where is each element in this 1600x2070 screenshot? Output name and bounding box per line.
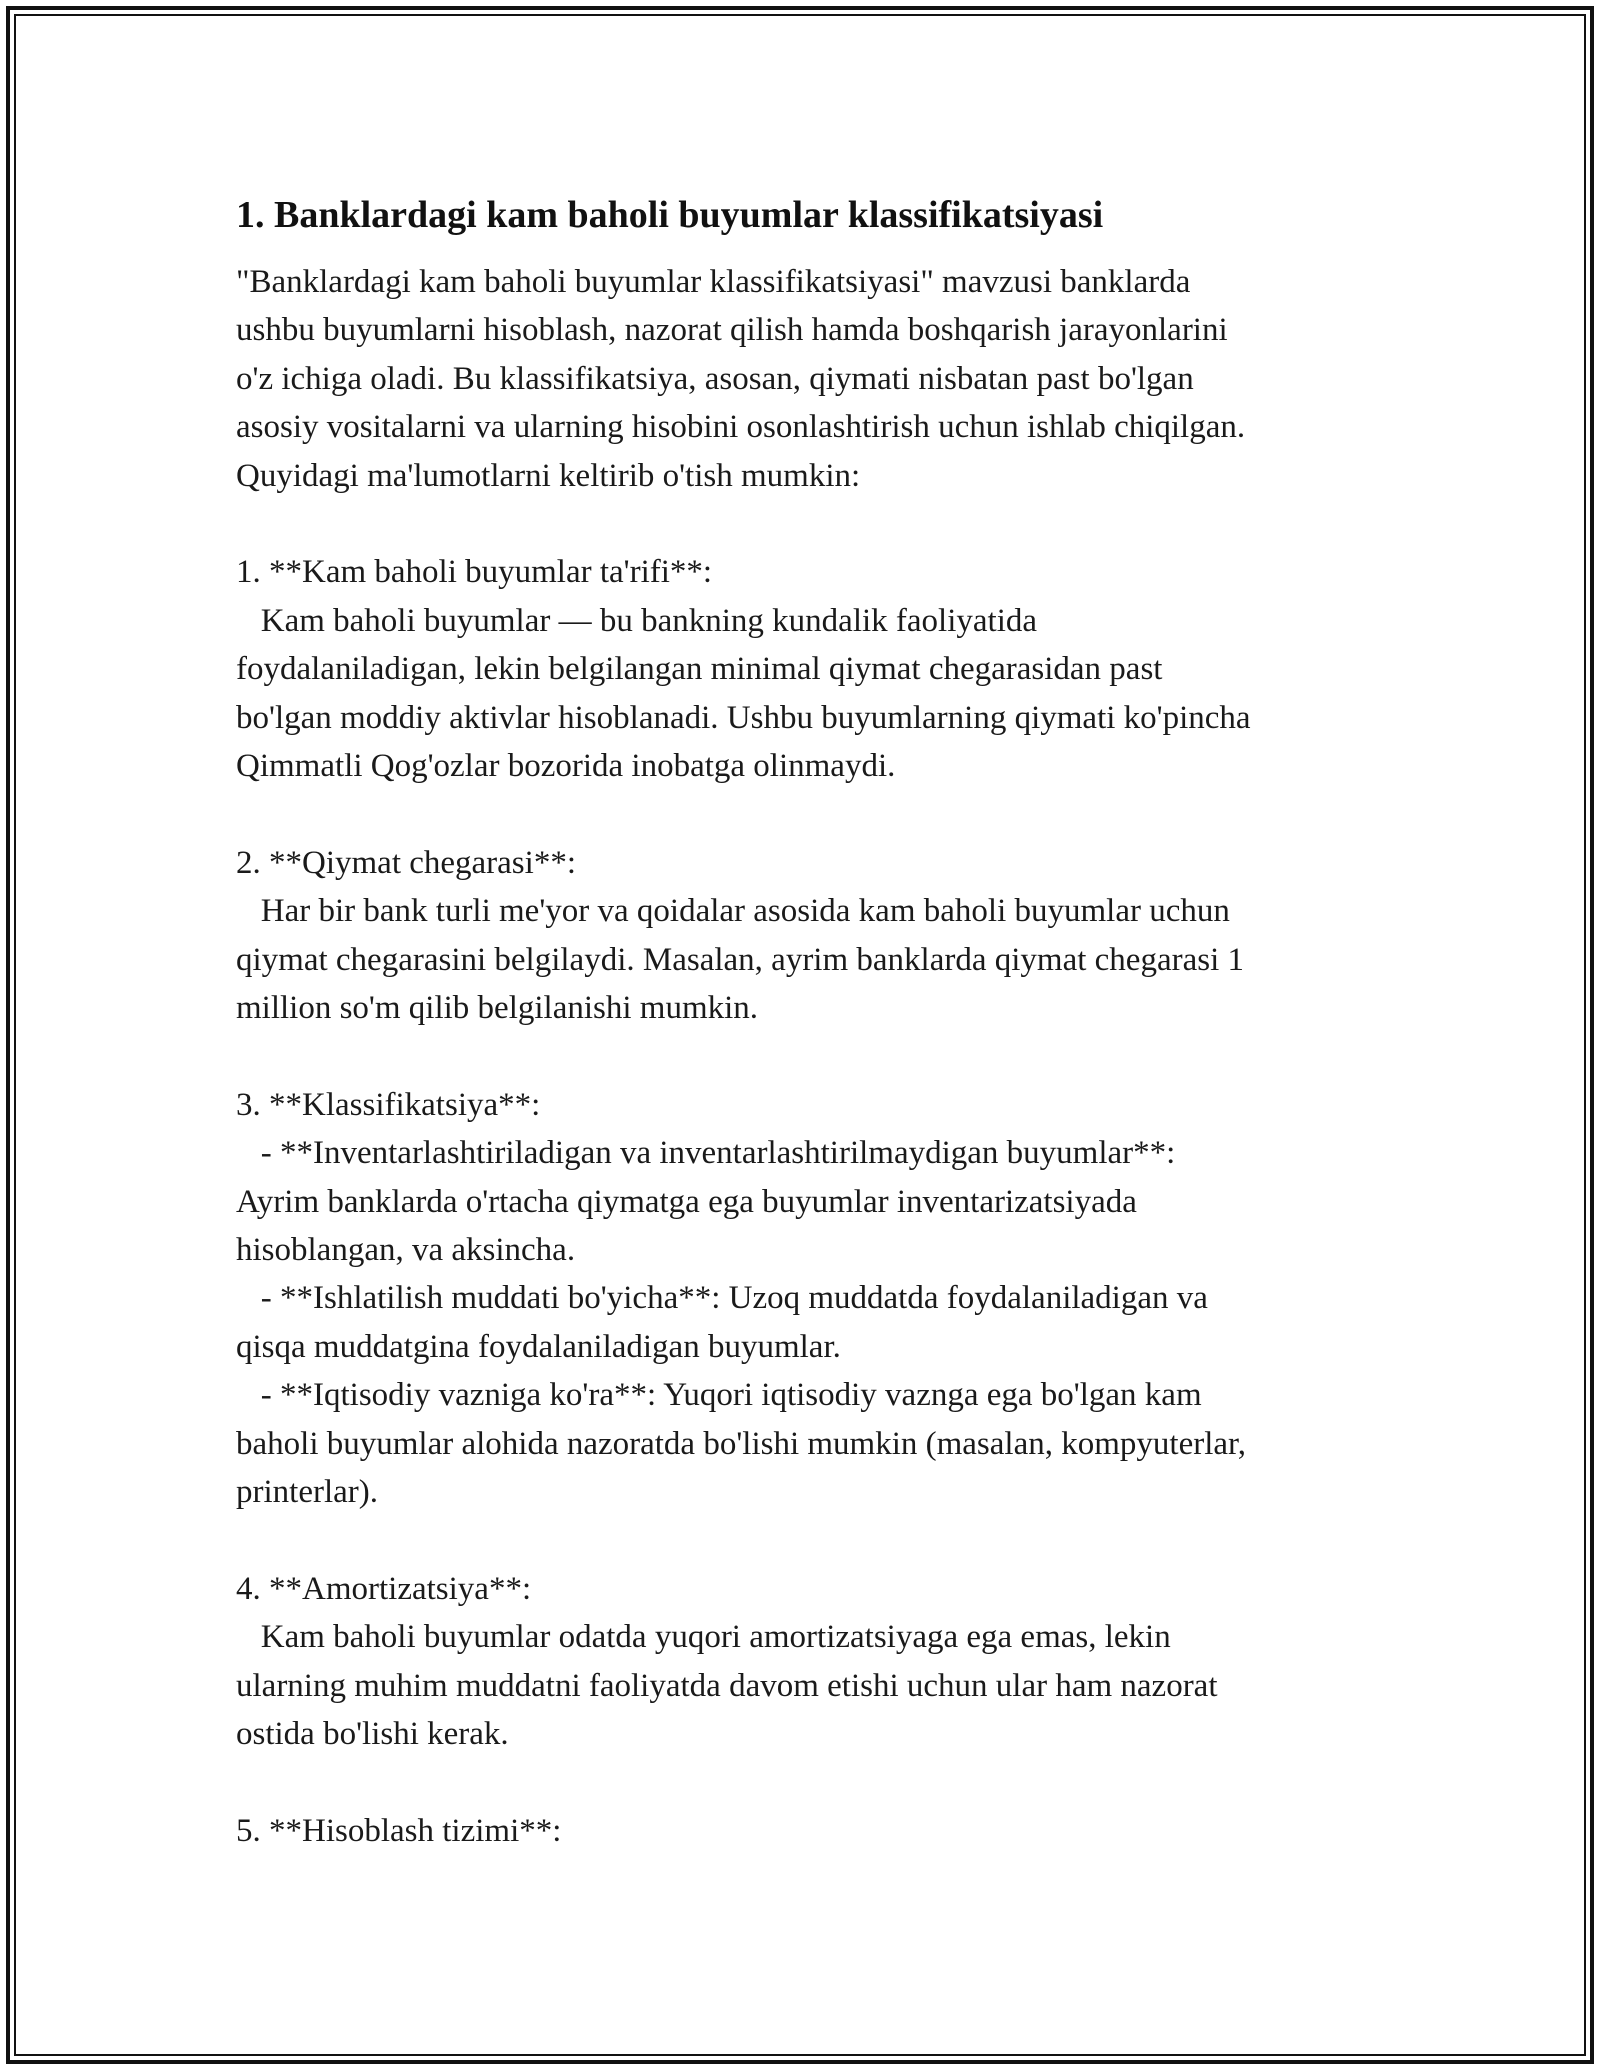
text-line: baholi buyumlar alohida nazoratda bo'lishi mumkin (masalan, kompyuterlar, (236, 1425, 1246, 1462)
paragraph-gap (236, 1517, 1386, 1565)
document-text (236, 258, 1386, 1855)
paragraph-gap (236, 500, 1386, 548)
paragraph-gap (236, 1032, 1386, 1080)
text-line: Quyidagi ma'lumotlarni keltirib o'tish mumkin: (236, 457, 861, 494)
paragraph-gap (236, 790, 1386, 838)
text-line: bo'lgan moddiy aktivlar hisoblanadi. Ushbu buyumlarning qiymati ko'pincha (236, 699, 1251, 736)
text-line: ushbu buyumlarni hisoblash, nazorat qilish hamda boshqarish jarayonlarini (236, 312, 1228, 349)
section-qiymat-chegarasi (236, 839, 1386, 1033)
text-line: 1. **Kam baholi buyumlar ta'rifi**: (236, 554, 713, 591)
text-line: qisqa muddatgina foydalaniladigan buyumlar. (236, 1328, 841, 1365)
paragraph-gap (236, 1759, 1386, 1807)
text-line: Kam baholi buyumlar odatda yuqori amortizatsiyaga ega emas, lekin (236, 1619, 1171, 1656)
text-line: asosiy vositalarni va ularning hisobini osonlashtirish uchun ishlab chiqilgan. (236, 409, 1246, 446)
text-line: ostida bo'lishi kerak. (236, 1716, 509, 1753)
text-line: Ayrim banklarda o'rtacha qiymatga ega buyumlar inventarizatsiyada (236, 1183, 1137, 1220)
text-line: - **Inventarlashtiriladigan va inventarlashtirilmaydigan buyumlar**: (236, 1135, 1176, 1172)
text-line: 3. **Klassifikatsiya**: (236, 1086, 541, 1123)
text-line: 5. **Hisoblash tizimi**: (236, 1812, 562, 1849)
text-line: Qimmatli Qog'ozlar bozorida inobatga olinmaydi. (236, 748, 896, 785)
document-title: 1. Banklardagi kam baholi buyumlar klassifikatsiyasi (236, 194, 1104, 236)
text-line: - **Iqtisodiy vazniga ko'ra**: Yuqori iqtisodiy vaznga ega bo'lgan kam (236, 1377, 1202, 1414)
text-line: ularning muhim muddatni faoliyatda davom etishi uchun ular ham nazorat (236, 1667, 1218, 1704)
section-amortizatsiya (236, 1565, 1386, 1759)
section-hisoblash-tizimi (236, 1807, 1386, 1855)
text-line: o'z ichiga oladi. Bu klassifikatsiya, asosan, qiymati nisbatan past bo'lgan (236, 360, 1194, 397)
text-line: 4. **Amortizatsiya**: (236, 1570, 532, 1607)
intro-paragraph (236, 258, 1386, 500)
section-klassifikatsiya (236, 1081, 1386, 1517)
text-line: "Banklardagi kam baholi buyumlar klassifikatsiyasi" mavzusi banklarda (236, 264, 1191, 300)
text-line: foydalaniladigan, lekin belgilangan minimal qiymat chegarasidan past (236, 651, 1163, 688)
text-line: printerlar). (236, 1474, 379, 1511)
text-line: qiymat chegarasini belgilaydi. Masalan, ayrim banklarda qiymat chegarasi 1 (236, 941, 1244, 978)
section-kam-baholi-tarifi (236, 548, 1386, 790)
text-line: million so'm qilib belgilanishi mumkin. (236, 990, 759, 1027)
text-line: - **Ishlatilish muddati bo'yicha**: Uzoq muddatda foydalaniladigan va (236, 1280, 1208, 1317)
text-line: 2. **Qiymat chegarasi**: (236, 844, 576, 881)
text-line: Har bir bank turli me'yor va qoidalar asosida kam baholi buyumlar uchun (236, 893, 1230, 930)
text-line: hisoblangan, va aksincha. (236, 1232, 576, 1269)
document-body (236, 188, 1386, 1855)
text-line: Kam baholi buyumlar — bu bankning kundalik faoliyatida (236, 602, 1038, 639)
